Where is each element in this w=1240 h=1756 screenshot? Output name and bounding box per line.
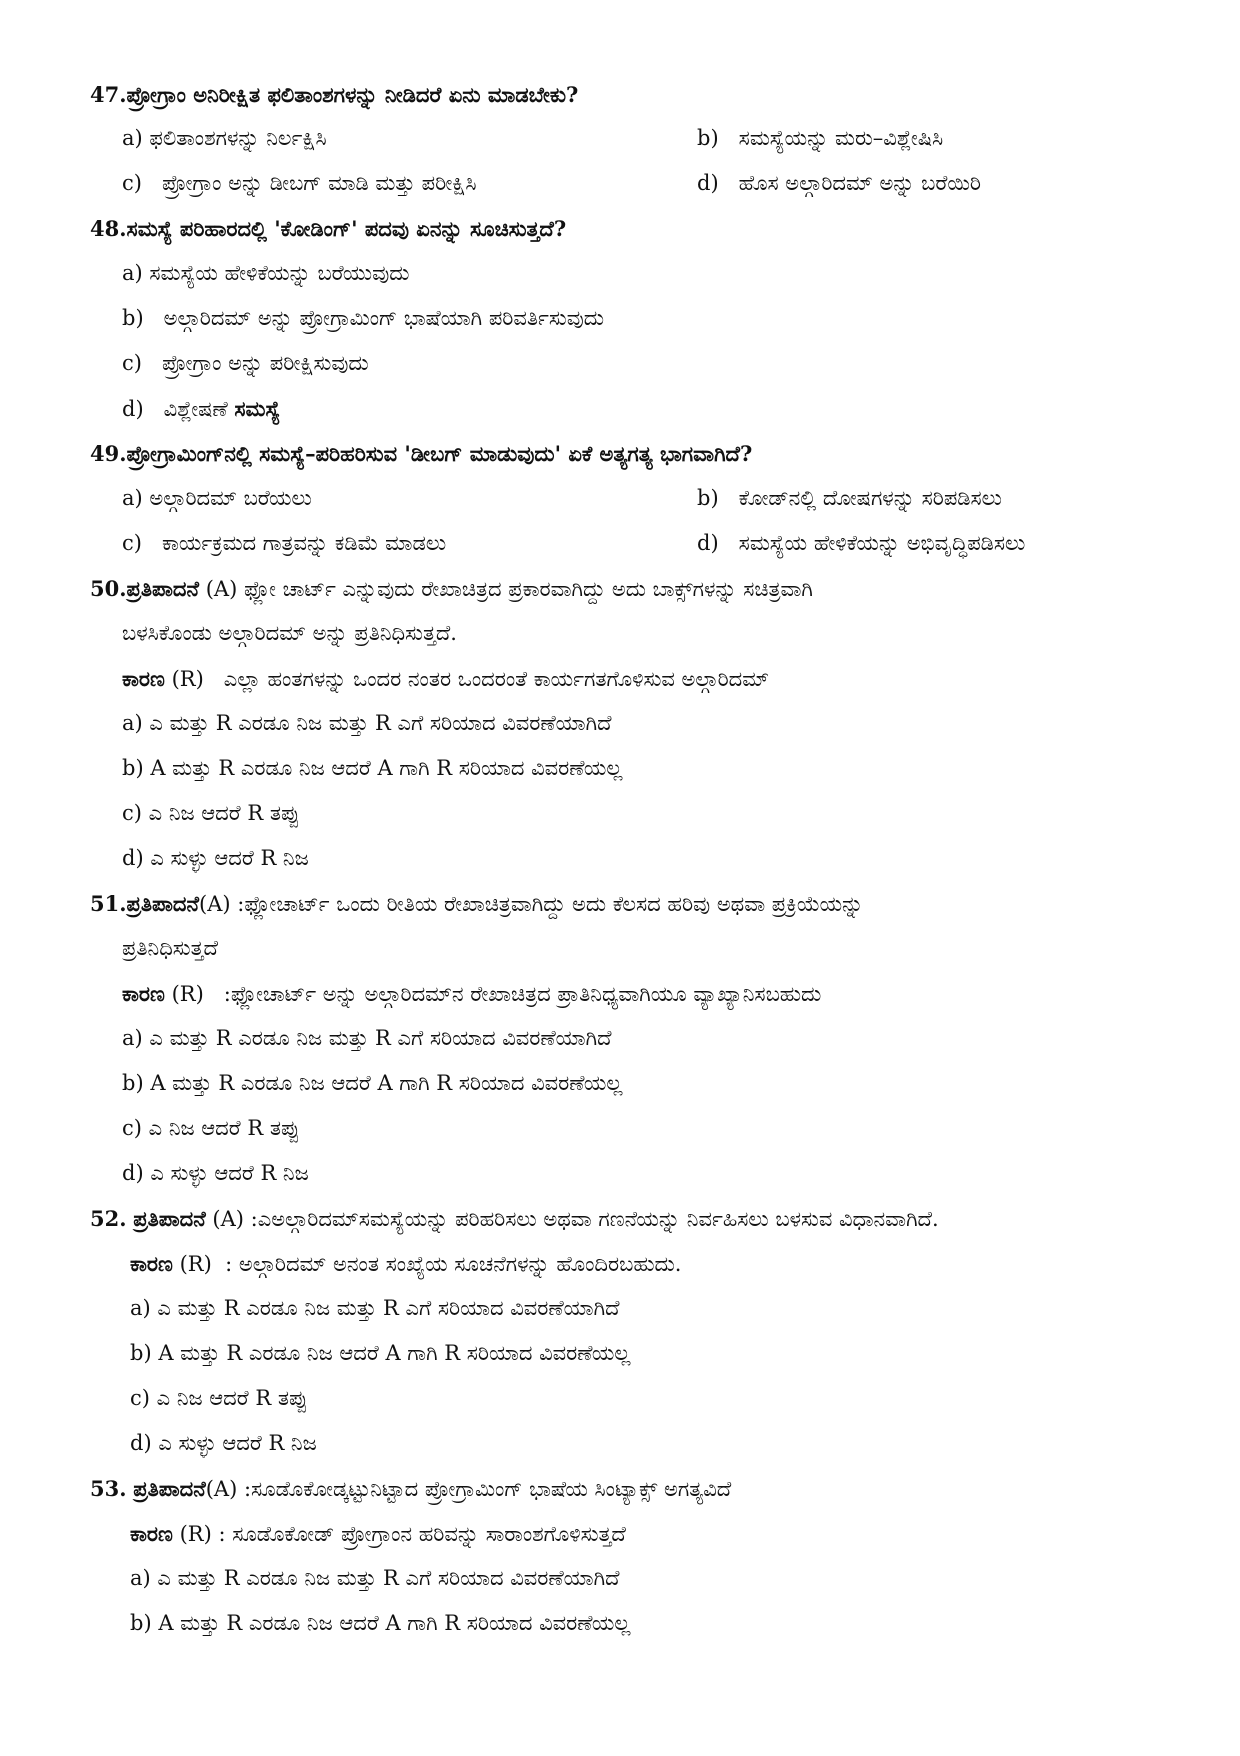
assertion-text: :ಸೂಡೊಕೋಡ್ಕಟ್ಟುನಿಟ್ಟಾದ ಪ್ರೋಗ್ರಾಮಿಂಗ್ ಭಾಷೆಯ ಸಿಂಟ್ಯಾಕ್ಸ್ ಅಗತ್ಯವಿದೆ xyxy=(243,1477,732,1501)
option-text: ಸಮಸ್ಯೆಯ ಹೇಳಿಕೆಯನ್ನು ಅಭಿವೃದ್ಧಿಪಡಿಸಲು xyxy=(738,531,1026,555)
option-text: ಎ ಮತ್ತು R ಎರಡೂ ನಿಜ ಮತ್ತು R ಎಗೆ ಸರಿಯಾದ ವಿವರಣೆಯಾಗಿದೆ xyxy=(157,1566,620,1590)
option-label: b) xyxy=(130,1611,152,1635)
option-label: c) xyxy=(122,801,142,825)
option-52-a xyxy=(130,1298,619,1319)
option-label: d) xyxy=(122,397,144,421)
assertion-tag: (A) xyxy=(205,1477,238,1501)
option-text: A ಮತ್ತು R ಎರಡೂ ನಿಜ ಆದರೆ A ಗಾಗಿ R ಸರಿಯಾದ ವಿವರಣೆಯಲ್ಲ xyxy=(150,1071,623,1095)
assertion-tag: (A) xyxy=(205,577,238,601)
option-text: ಎ ನಿಜ ಆದರೆ R ತಪ್ಪು xyxy=(156,1386,308,1410)
option-50-c xyxy=(122,803,300,824)
option-49-c xyxy=(122,533,446,554)
option-text: ಎ ನಿಜ ಆದರೆ R ತಪ್ಪು xyxy=(148,1116,300,1140)
option-50-a xyxy=(122,713,611,734)
reason-text: : ಸೂಡೊಕೋಡ್ ಪ್ರೋಗ್ರಾಂನ ಹರಿವನ್ನು ಸಾರಾಂಶಗೊಳಿಸುತ್ತದೆ xyxy=(218,1522,626,1546)
option-label: a) xyxy=(130,1296,151,1320)
option-label: c) xyxy=(130,1386,150,1410)
question-53-assertion xyxy=(90,1478,731,1500)
question-text: ಸಮಸ್ಯೆ ಪರಿಹಾರದಲ್ಲಿ 'ಕೋಡಿಂಗ್' ಪದವು ಏನನ್ನು ಸೂಚಿಸುತ್ತದೆ? xyxy=(126,216,567,241)
option-51-a xyxy=(122,1028,611,1049)
assertion-label: ಪ್ರತಿಪಾದನೆ xyxy=(133,1206,206,1231)
option-label: b) xyxy=(697,486,719,510)
question-51-reason xyxy=(122,983,821,1005)
option-52-d xyxy=(130,1433,317,1454)
option-47-b xyxy=(697,128,943,149)
question-text: ಪ್ರೋಗ್ರಾಮಿಂಗ್‌ನಲ್ಲಿ ಸಮಸ್ಯೆ–ಪರಿಹರಿಸುವ 'ಡೀಬಗ್ ಮಾಡುವುದು' ಏಕೆ ಅತ್ಯಗತ್ಯ ಭಾಗವಾಗಿದೆ? xyxy=(126,441,753,466)
option-52-b xyxy=(130,1343,630,1364)
option-label: b) xyxy=(130,1341,152,1365)
option-label: c) xyxy=(122,531,142,555)
option-label: b) xyxy=(122,1071,144,1095)
option-text: ಫಲಿತಾಂಶಗಳನ್ನು ನಿರ್ಲಕ್ಷಿಸಿ xyxy=(149,126,327,150)
option-text: ಕಾರ್ಯಕ್ರಮದ ಗಾತ್ರವನ್ನು ಕಡಿಮೆ ಮಾಡಲು xyxy=(162,531,447,555)
option-text: ಅಲ್ಗಾರಿದಮ್ ಅನ್ನು ಪ್ರೋಗ್ರಾಮಿಂಗ್ ಭಾಷೆಯಾಗಿ ಪರಿವರ್ತಿಸುವುದು xyxy=(163,306,605,330)
option-text: ಎ ಮತ್ತು R ಎರಡೂ ನಿಜ ಮತ್ತು R ಎಗೆ ಸರಿಯಾದ ವಿವರಣೆಯಾಗಿದೆ xyxy=(149,1026,612,1050)
option-50-b xyxy=(122,758,622,779)
option-text: ಕೋಡ್‌ನಲ್ಲಿ ದೋಷಗಳನ್ನು ಸರಿಪಡಿಸಲು xyxy=(738,486,1002,510)
question-48 xyxy=(90,218,566,239)
option-text: ಪ್ರೋಗ್ರಾಂ ಅನ್ನು ಡೀಬಗ್ ಮಾಡಿ ಮತ್ತು ಪರೀಕ್ಷಿಸಿ xyxy=(162,171,477,195)
option-label: a) xyxy=(122,261,143,285)
reason-tag: (R) xyxy=(171,982,204,1006)
question-number: 51. xyxy=(90,891,127,916)
option-text: ಎ ಮತ್ತು R ಎರಡೂ ನಿಜ ಮತ್ತು R ಎಗೆ ಸರಿಯಾದ ವಿವರಣೆಯಾಗಿದೆ xyxy=(149,711,612,735)
option-text-bold: ಸಮಸ್ಯೆ xyxy=(234,396,281,421)
option-label: b) xyxy=(697,126,719,150)
assertion-text: :ಫ್ಲೋಚಾರ್ಟ್ ಒಂದು ರೀತಿಯ ರೇಖಾಚಿತ್ರವಾಗಿದ್ದು ಅದು ಕೆಲಸದ ಹರಿವು ಅಥವಾ ಪ್ರಕ್ರಿಯೆಯನ್ನು xyxy=(237,892,864,916)
question-50-assertion-cont xyxy=(122,623,457,644)
option-48-c xyxy=(122,353,369,374)
option-text: ಎ ನಿಜ ಆದರೆ R ತಪ್ಪು xyxy=(148,801,300,825)
question-text: ಪ್ರೋಗ್ರಾಂ ಅನಿರೀಕ್ಷಿತ ಫಲಿತಾಂಶಗಳನ್ನು ನೀಡಿದರೆ ಏನು ಮಾಡಬೇಕು? xyxy=(126,82,579,107)
option-label: d) xyxy=(697,531,719,555)
reason-text: ಎಲ್ಲಾ ಹಂತಗಳನ್ನು ಒಂದರ ನಂತರ ಒಂದರಂತೆ ಕಾರ್ಯಗತಗೊಳಿಸುವ ಅಲ್ಗಾರಿದಮ್ xyxy=(223,667,770,691)
option-label: a) xyxy=(122,1026,143,1050)
option-text: ವಿಶ್ಲೇಷಣೆ xyxy=(163,397,228,421)
question-number: 53. xyxy=(90,1476,127,1501)
assertion-text: ಫ್ಲೋ ಚಾರ್ಟ್ ಎನ್ನುವುದು ರೇಖಾಚಿತ್ರದ ಪ್ರಕಾರವಾಗಿದ್ದು ಅದು ಬಾಕ್ಸ್‌ಗಳನ್ನು ಸಚಿತ್ರವಾಗಿ xyxy=(243,577,813,601)
question-50-assertion xyxy=(90,578,813,600)
option-text: ಸಮಸ್ಯೆಯ ಹೇಳಿಕೆಯನ್ನು ಬರೆಯುವುದು xyxy=(149,261,410,285)
option-52-c xyxy=(130,1388,308,1409)
option-49-d xyxy=(697,533,1025,554)
reason-tag: (R) xyxy=(171,667,204,691)
option-text: A ಮತ್ತು R ಎರಡೂ ನಿಜ ಆದರೆ A ಗಾಗಿ R ಸರಿಯಾದ ವಿವರಣೆಯಲ್ಲ xyxy=(150,756,623,780)
assertion-label: ಪ್ರತಿಪಾದನೆ xyxy=(126,891,200,916)
option-text: ಹೊಸ ಅಲ್ಗಾರಿದಮ್ ಅನ್ನು ಬರೆಯಿರಿ xyxy=(738,171,981,195)
question-number: 49. xyxy=(90,441,127,466)
option-text: ಎ ಮತ್ತು R ಎರಡೂ ನಿಜ ಮತ್ತು R ಎಗೆ ಸರಿಯಾದ ವಿವರಣೆಯಾಗಿದೆ xyxy=(157,1296,620,1320)
option-47-d xyxy=(697,173,981,194)
option-label: a) xyxy=(122,126,143,150)
question-50-reason xyxy=(122,668,769,690)
question-51-assertion-cont xyxy=(122,938,218,959)
assertion-text: ಬಳಸಿಕೊಂಡು ಅಲ್ಗಾರಿದಮ್ ಅನ್ನು ಪ್ರತಿನಿಧಿಸುತ್ತದೆ. xyxy=(122,621,457,645)
option-label: a) xyxy=(122,711,143,735)
reason-text: :ಫ್ಲೋಚಾರ್ಟ್ ಅನ್ನು ಅಲ್ಗಾರಿದಮ್‌ನ ರೇಖಾಚಿತ್ರದ ಪ್ರಾತಿನಿಧ್ಯವಾಗಿಯೂ ವ್ಯಾಖ್ಯಾನಿಸಬಹುದು xyxy=(223,982,822,1006)
option-label: d) xyxy=(122,1161,144,1185)
option-text: ಸಮಸ್ಯೆಯನ್ನು ಮರು–ವಿಶ್ಲೇಷಿಸಿ xyxy=(738,126,944,150)
option-text: ಎ ಸುಳ್ಳು ಆದರೆ R ನಿಜ xyxy=(150,846,309,870)
option-label: d) xyxy=(130,1431,152,1455)
question-number: 47. xyxy=(90,82,127,107)
question-51-assertion xyxy=(90,893,863,915)
option-label: d) xyxy=(697,171,719,195)
option-label: c) xyxy=(122,1116,142,1140)
option-49-a xyxy=(122,488,312,509)
question-49 xyxy=(90,443,752,464)
option-label: c) xyxy=(122,351,142,375)
option-51-b xyxy=(122,1073,622,1094)
reason-label: ಕಾರಣ xyxy=(122,666,165,691)
question-number: 48. xyxy=(90,216,127,241)
assertion-text: :ಎಅಲ್ಗಾರಿದಮ್‌ಸಮಸ್ಯೆಯನ್ನು ಪರಿಹರಿಸಲು ಅಥವಾ ಗಣನೆಯನ್ನು ನಿರ್ವಹಿಸಲು ಬಳಸುವ ವಿಧಾನವಾಗಿದೆ. xyxy=(250,1207,939,1231)
option-text: A ಮತ್ತು R ಎರಡೂ ನಿಜ ಆದರೆ A ಗಾಗಿ R ಸರಿಯಾದ ವಿವರಣೆಯಲ್ಲ xyxy=(158,1611,631,1635)
option-text: ಪ್ರೋಗ್ರಾಂ ಅನ್ನು ಪರೀಕ್ಷಿಸುವುದು xyxy=(162,351,369,375)
question-number: 50. xyxy=(90,576,127,601)
option-label: b) xyxy=(122,756,144,780)
question-52-assertion xyxy=(90,1208,939,1230)
assertion-text: ಪ್ರತಿನಿಧಿಸುತ್ತದೆ xyxy=(122,936,218,960)
option-text: A ಮತ್ತು R ಎರಡೂ ನಿಜ ಆದರೆ A ಗಾಗಿ R ಸರಿಯಾದ ವಿವರಣೆಯಲ್ಲ xyxy=(158,1341,631,1365)
assertion-tag: (A) xyxy=(199,892,231,916)
option-48-d xyxy=(122,398,280,420)
assertion-tag: (A) xyxy=(212,1207,244,1231)
option-label: d) xyxy=(122,846,144,870)
question-53-reason xyxy=(130,1523,626,1545)
option-48-a xyxy=(122,263,409,284)
question-47 xyxy=(90,84,578,105)
option-49-b xyxy=(697,488,1002,509)
option-label: c) xyxy=(122,171,142,195)
assertion-label: ಪ್ರತಿಪಾದನೆ xyxy=(126,576,200,601)
option-48-b xyxy=(122,308,604,329)
option-text: ಎ ಸುಳ್ಳು ಆದರೆ R ನಿಜ xyxy=(150,1161,309,1185)
option-50-d xyxy=(122,848,309,869)
question-number: 52. xyxy=(90,1206,127,1231)
option-51-d xyxy=(122,1163,309,1184)
assertion-label: ಪ್ರತಿಪಾದನೆ xyxy=(133,1476,206,1501)
option-47-a xyxy=(122,128,327,149)
reason-tag: (R) xyxy=(179,1252,212,1276)
option-47-c xyxy=(122,173,477,194)
reason-label: ಕಾರಣ xyxy=(122,981,165,1006)
option-51-c xyxy=(122,1118,300,1139)
option-text: ಅಲ್ಗಾರಿದಮ್ ಬರೆಯಲು xyxy=(149,486,312,510)
reason-label: ಕಾರಣ xyxy=(130,1251,173,1276)
option-53-a xyxy=(130,1568,619,1589)
option-53-b xyxy=(130,1613,630,1634)
option-label: a) xyxy=(130,1566,151,1590)
reason-tag: (R) xyxy=(179,1522,212,1546)
reason-text: : ಅಲ್ಗಾರಿದಮ್ ಅನಂತ ಸಂಖ್ಯೆಯ ಸೂಚನೆಗಳನ್ನು ಹೊಂದಿರಬಹುದು. xyxy=(225,1252,682,1276)
question-52-reason xyxy=(130,1253,681,1275)
option-label: a) xyxy=(122,486,143,510)
reason-label: ಕಾರಣ xyxy=(130,1521,173,1546)
option-text: ಎ ಸುಳ್ಳು ಆದರೆ R ನಿಜ xyxy=(158,1431,317,1455)
option-label: b) xyxy=(122,306,144,330)
